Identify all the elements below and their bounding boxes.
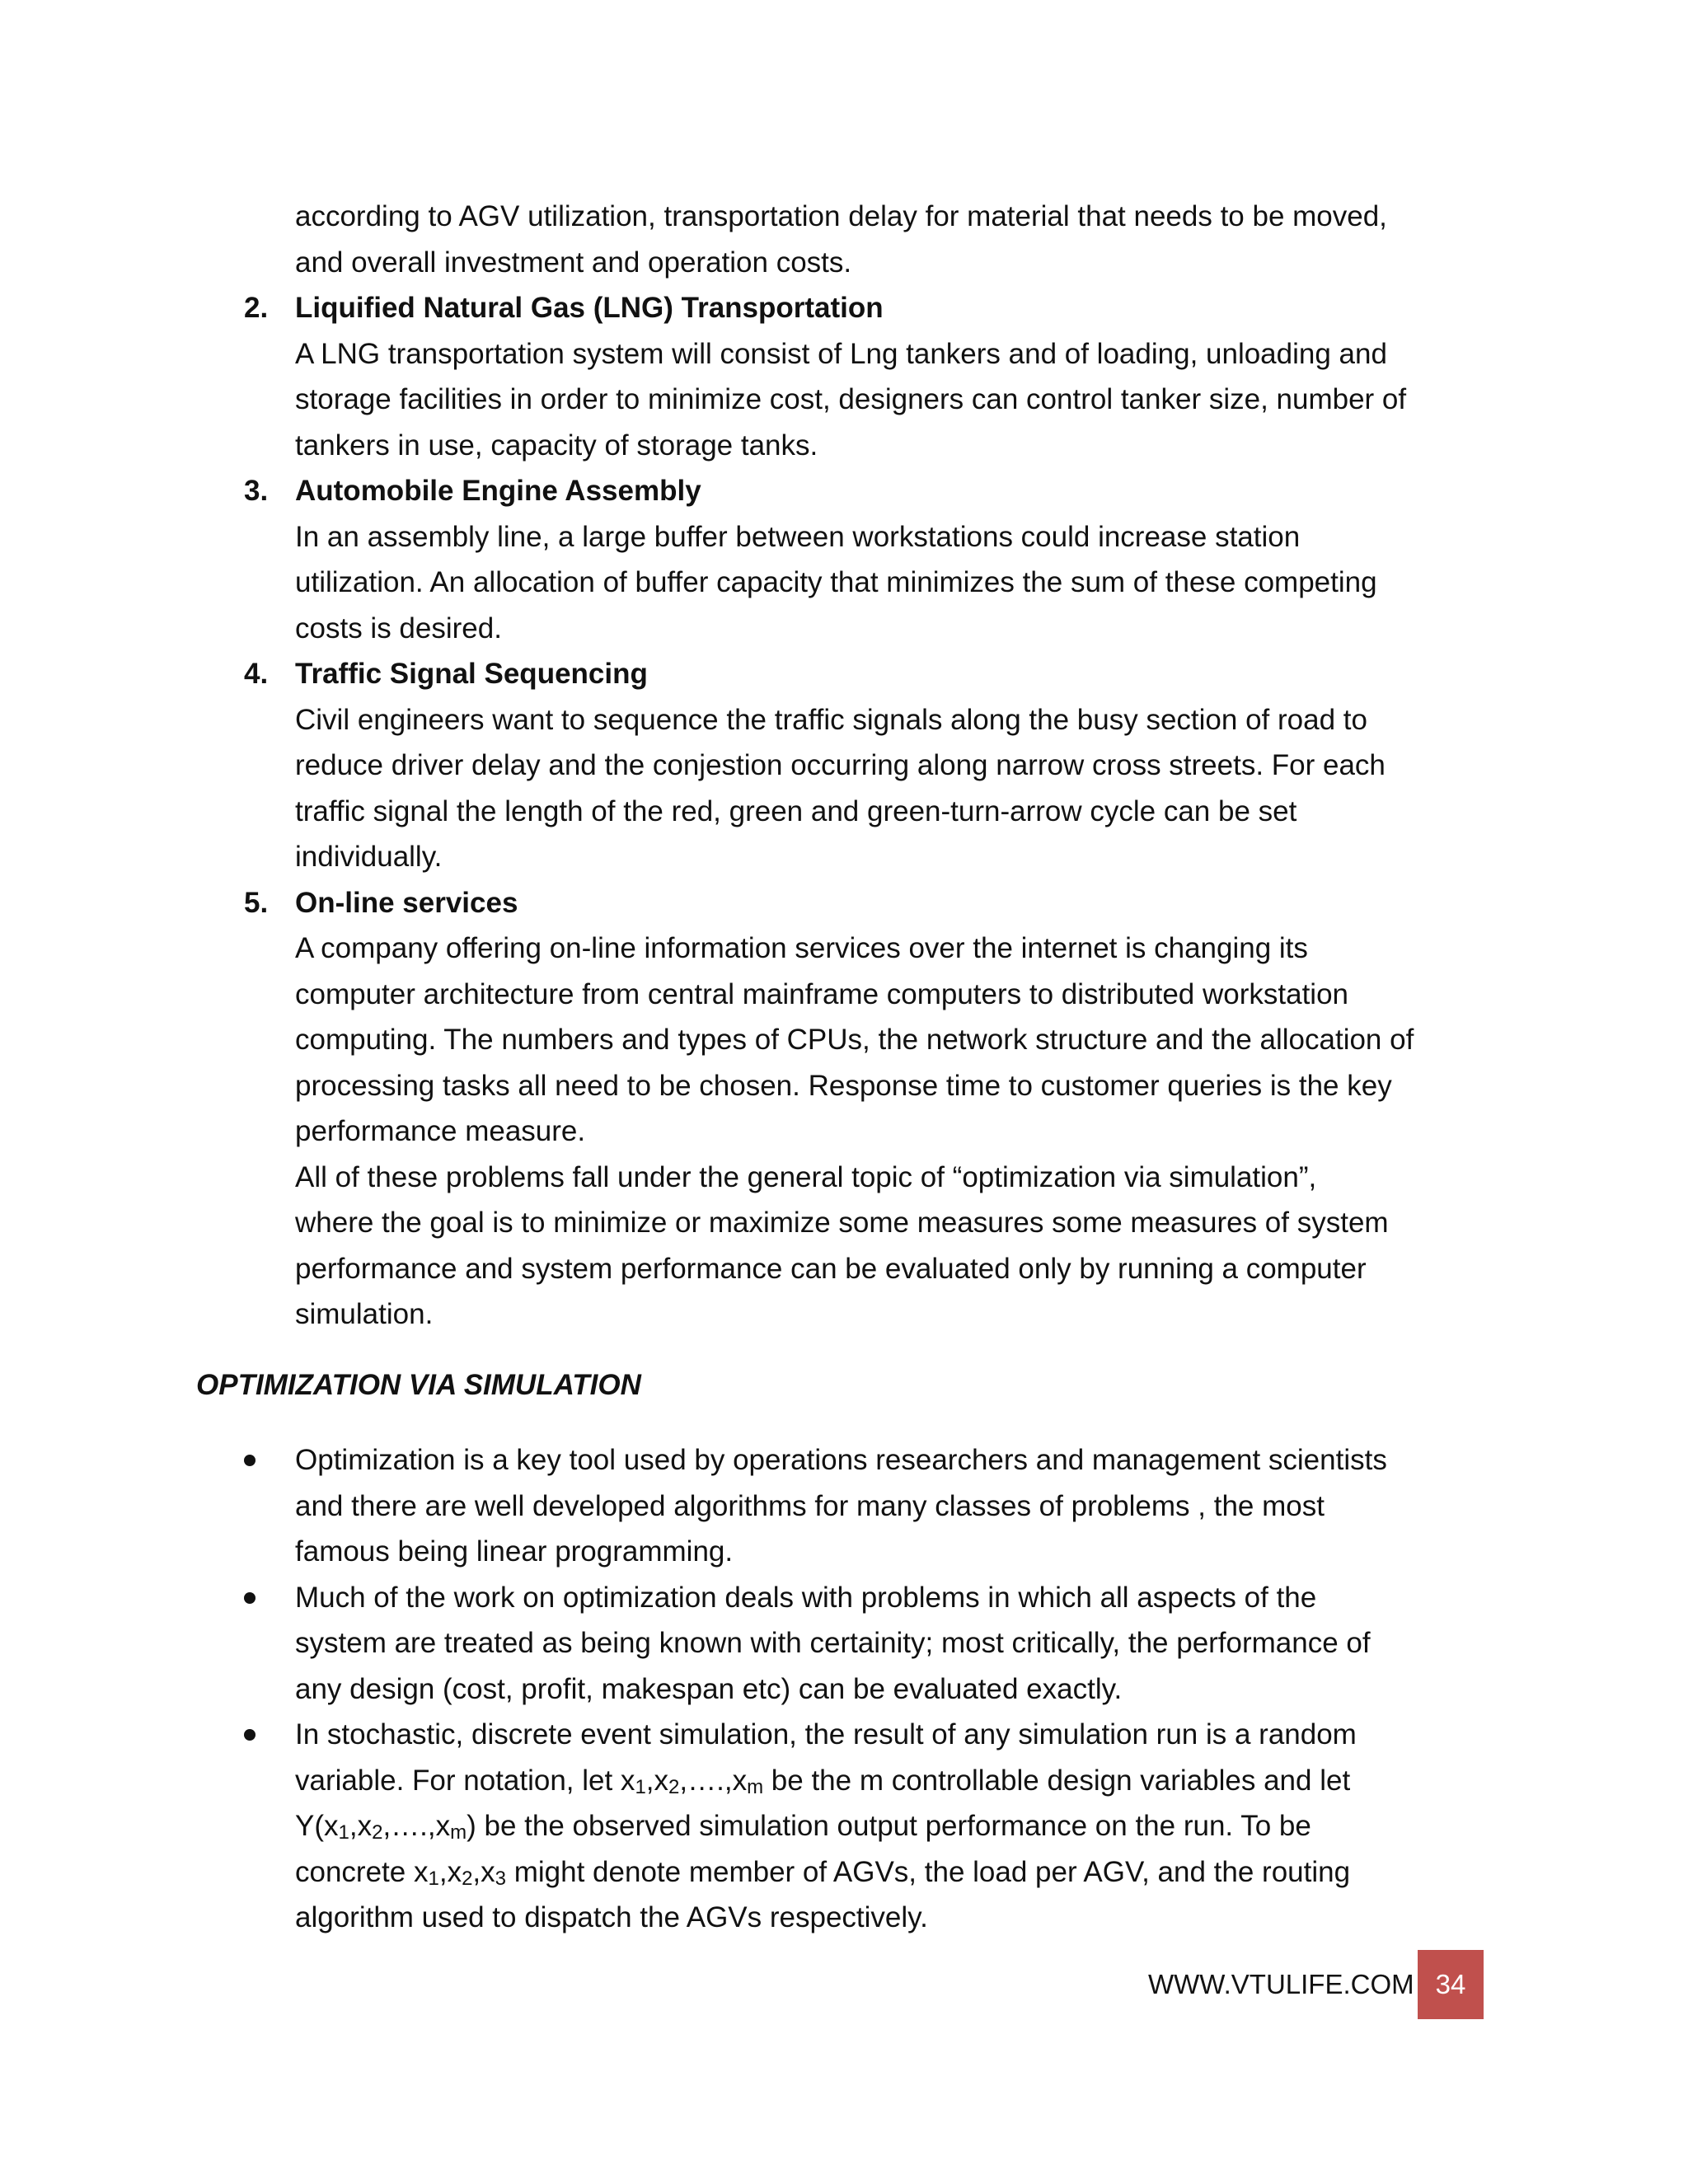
bullet-line: and there are well developed algorithms for many classes of problems , the most [295, 1490, 1325, 1522]
bullet-dot [244, 1729, 256, 1741]
bullet-line-with-subscripts: $Y(x_1,x_2,\dots.,x_m)$ be the observed simulation output performance on the run. To be [295, 1810, 1311, 1844]
closing-line: where the goal is to minimize or maximize some measures some measures of system [295, 1207, 1389, 1239]
bullet-line: famous being linear programming. [295, 1535, 734, 1568]
bullet-line: In stochastic, discrete event simulation, the result of any simulation run is a random [295, 1718, 1357, 1750]
item-number: 2. [244, 292, 269, 324]
item-text-line: reduce driver delay and the conjestion occurring along narrow cross streets. For each [295, 749, 1386, 781]
item-title: Liquified Natural Gas (LNG) Transportation [295, 292, 884, 324]
bullet-line: Optimization is a key tool used by operations researchers and management scientists [295, 1444, 1387, 1476]
item-text-line: traffic signal the length of the red, green and green-turn-arrow cycle can be set [295, 795, 1297, 827]
item-text-line: individually. [295, 841, 443, 873]
item-text-line: A company offering on-line information services over the internet is changing its [295, 932, 1308, 964]
bullet-line: system are treated as being known with certainity; most critically, the performance of [295, 1627, 1371, 1659]
page-number-badge: 34 [1418, 1950, 1484, 2019]
item-number: 3. [244, 475, 269, 507]
item-text-line: A LNG transportation system will consist of Lng tankers and of loading, unloading and [295, 338, 1387, 370]
item-text-line: Civil engineers want to sequence the traffic signals along the busy section of road to [295, 704, 1367, 736]
item-title: Automobile Engine Assembly [295, 475, 701, 507]
bullet-line: any design (cost, profit, makespan etc) can be evaluated exactly. [295, 1673, 1123, 1705]
item-number: 5. [244, 887, 269, 919]
item-text-line: costs is desired. [295, 612, 502, 644]
item-text-line: utilization. An allocation of buffer capacity that minimizes the sum of these competing [295, 566, 1377, 598]
item-text-line: performance measure. [295, 1115, 586, 1147]
item-text-line: computing. The numbers and types of CPUs, the network structure and the allocation of [295, 1024, 1414, 1056]
item-text-line: In an assembly line, a large buffer between workstations could increase station [295, 521, 1301, 553]
item-text-line: computer architecture from central mainframe computers to distributed workstation [295, 978, 1349, 1010]
item-text-line: tankers in use, capacity of storage tanks. [295, 429, 818, 462]
item-title: On-line services [295, 887, 518, 919]
closing-line: All of these problems fall under the general topic of “optimization via simulation”, [295, 1161, 1317, 1193]
section-heading: OPTIMIZATION VIA SIMULATION [196, 1369, 641, 1401]
item-text-line: processing tasks all need to be chosen. Response time to customer queries is the key [295, 1070, 1392, 1102]
intro-line: according to AGV utilization, transportation delay for material that needs to be moved, [295, 200, 1387, 232]
bullet-line-with-subscripts: concrete $x_1,x_2,x_3$ might denote member of AGVs, the load per AGV, and the routing [295, 1856, 1351, 1890]
bullet-dot [244, 1455, 256, 1466]
item-text-line: storage facilities in order to minimize cost, designers can control tanker size, number of [295, 383, 1407, 415]
bullet-line-with-subscripts: variable. For notation, let $x_1,x_2,\dots.,x_m$ be the m controllable design variables and let [295, 1765, 1351, 1798]
bullet-dot [244, 1592, 256, 1604]
intro-line: and overall investment and operation costs. [295, 246, 852, 279]
closing-line: performance and system performance can be evaluated only by running a computer [295, 1253, 1367, 1285]
item-number: 4. [244, 658, 269, 690]
footer-website-link[interactable]: WWW.VTULIFE.COM [1148, 1969, 1414, 1999]
bullet-line: Much of the work on optimization deals with problems in which all aspects of the [295, 1582, 1317, 1614]
bullet-line: algorithm used to dispatch the AGVs respectively. [295, 1901, 928, 1933]
closing-line: simulation. [295, 1298, 434, 1330]
item-title: Traffic Signal Sequencing [295, 658, 648, 690]
